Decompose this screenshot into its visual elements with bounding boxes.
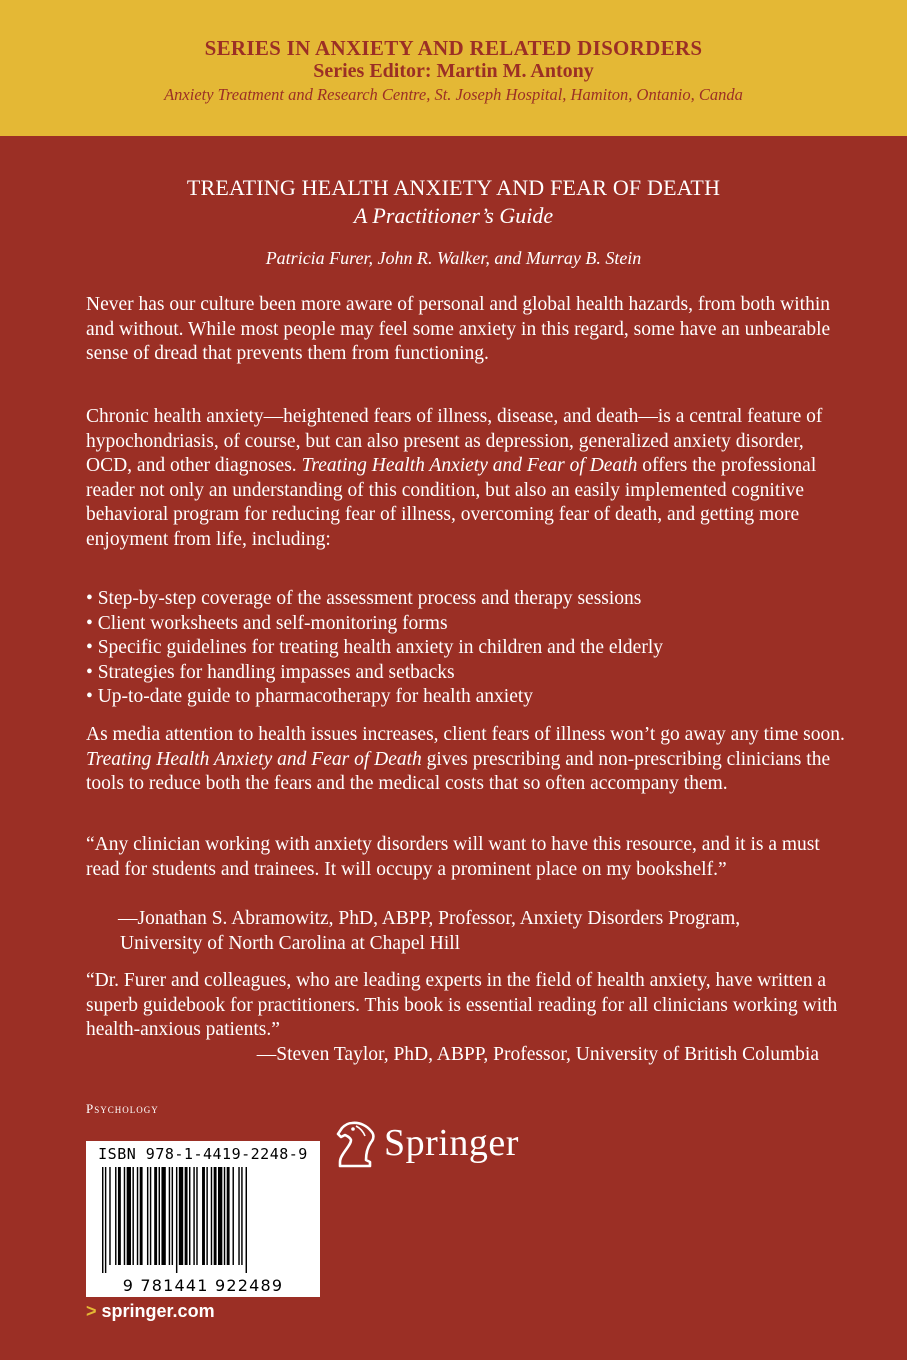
barcode-bar — [238, 1167, 239, 1265]
arrow-icon: > — [86, 1301, 97, 1321]
barcode-bar — [154, 1167, 157, 1265]
list-item: • Client worksheets and self-monitoring forms — [86, 612, 846, 637]
blurb-paragraph-2-text-a: Chronic health anxiety—heightened fears of illness, disease, and death—is a central feature of hypochondriasis, of course, but can also present as depression, generalized anxiety disorder, OCD, and other diagnoses. — [86, 406, 823, 476]
barcode-bar — [115, 1167, 116, 1265]
review-attribution-1-line-1: —Jonathan S. Abramowitz, PhD, ABPP, Professor, Anxiety Disorders Program, — [118, 908, 741, 929]
barcode-bar — [169, 1167, 170, 1265]
publisher-website[interactable] — [86, 1301, 215, 1322]
subject-category: Psychology — [86, 1101, 159, 1116]
barcode-digits: 9 781441 922489 — [122, 1276, 284, 1295]
barcode-bar — [172, 1167, 173, 1265]
barcode-bar — [185, 1167, 188, 1265]
barcode-bar — [118, 1167, 121, 1265]
publisher-name: Springer — [384, 1122, 519, 1164]
blurb-paragraph-2 — [86, 405, 846, 552]
publisher-logo — [332, 1116, 519, 1170]
series-editor: Series Editor: Martin M. Antony — [313, 60, 594, 82]
website-url[interactable]: springer.com — [101, 1301, 215, 1321]
review-attribution-1 — [86, 907, 846, 956]
barcode-bar — [102, 1167, 103, 1273]
barcode-bar — [211, 1167, 212, 1265]
barcode-bar — [227, 1167, 230, 1265]
blurb-paragraph-1: Never has our culture been more aware of personal and global health hazards, from both within and without. While most people may feel some anxiety in this regard, some have an unbearable sense of dread that prevents them from functioning. — [86, 294, 831, 364]
barcode-bar — [196, 1167, 197, 1265]
barcode-bar — [214, 1167, 217, 1265]
barcode-bar — [233, 1167, 234, 1265]
barcode-bar — [105, 1167, 106, 1273]
barcode-bar — [161, 1167, 165, 1265]
list-item: • Strategies for handling impasses and setbacks — [86, 661, 846, 686]
barcode-bar — [179, 1167, 183, 1265]
blurb-paragraph-3-text-a: As media attention to health issues increases, client fears of illness won’t go away any time soon. — [86, 724, 845, 745]
barcode-bar — [147, 1167, 148, 1265]
barcode-bar — [202, 1167, 205, 1265]
book-authors: Patricia Furer, John R. Walker, and Murray B. Stein — [265, 248, 642, 268]
barcode-bar — [140, 1167, 143, 1265]
barcode-bar — [224, 1167, 225, 1265]
barcode-bar — [189, 1167, 190, 1265]
blurb-paragraph-2-book-title: Treating Health Anxiety and Fear of Death — [301, 455, 638, 476]
series-name: SERIES IN ANXIETY AND RELATED DISORDERS — [204, 36, 703, 60]
list-item: • Up-to-date guide to pharmacotherapy for health anxiety — [86, 685, 846, 710]
barcode-bar — [159, 1167, 160, 1265]
isbn-text: ISBN 978-1-4419-2248-9 — [98, 1145, 308, 1163]
blurb-paragraph-3-text-b: gives prescribing and non-prescribing clinicians the tools to reduce both the fears and the medical costs that so often accompany them. — [86, 748, 831, 794]
barcode-bar — [109, 1167, 110, 1265]
review-attribution-1-line-2: University of North Carolina at Chapel Hill — [120, 932, 461, 954]
list-item: • Step-by-step coverage of the assessment process and therapy sessions — [86, 587, 846, 612]
feature-list — [86, 587, 846, 710]
barcode-bar — [150, 1167, 151, 1265]
review-attribution-2: —Steven Taylor, PhD, ABPP, Professor, University of British Columbia — [256, 1044, 819, 1065]
blurb-paragraph-2-text-b: offers the professional reader not only an understanding of this condition, but also an easily implemented cognitive behavioral program for reducing fear of illness, overcoming fear of death, and getting more enjoyment from life, including: — [86, 455, 817, 550]
book-subtitle: A Practitioner’s Guide — [353, 203, 554, 228]
review-quote-2: “Dr. Furer and colleagues, who are leading experts in the field of health anxiety, have written a superb guidebook for practitioners. This book is essential reading for all clinicians working with health-anxious patients.” — [86, 970, 838, 1040]
blurb-paragraph-3 — [86, 723, 846, 797]
barcode-bar — [246, 1167, 247, 1273]
barcode-bar — [193, 1167, 194, 1265]
barcode-bar — [124, 1167, 125, 1265]
barcode-bar — [132, 1167, 133, 1265]
series-editor-affiliation: Anxiety Treatment and Research Centre, St. Joseph Hospital, Hamiton, Ontanio, Canda — [164, 85, 743, 104]
barcode-bar — [127, 1167, 131, 1265]
list-item: • Specific guidelines for treating health anxiety in children and the elderly — [86, 636, 846, 661]
barcode-bar — [176, 1167, 177, 1273]
barcode — [86, 1141, 320, 1297]
series-banner — [0, 0, 907, 136]
knight-chess-horse-icon — [332, 1116, 378, 1170]
review-quote-1: “Any clinician working with anxiety disorders will want to have this resource, and it is a must read for students and trainees. It will occupy a prominent place on my bookshelf.” — [86, 834, 820, 880]
barcode-bar — [241, 1167, 242, 1265]
barcode-bar — [206, 1167, 207, 1265]
barcode-bars — [100, 1167, 306, 1273]
book-title: TREATING HEALTH ANXIETY AND FEAR OF DEATH — [186, 175, 721, 200]
blurb-paragraph-3-book-title: Treating Health Anxiety and Fear of Death — [86, 748, 422, 770]
barcode-bar — [218, 1167, 222, 1265]
barcode-bar — [137, 1167, 138, 1265]
